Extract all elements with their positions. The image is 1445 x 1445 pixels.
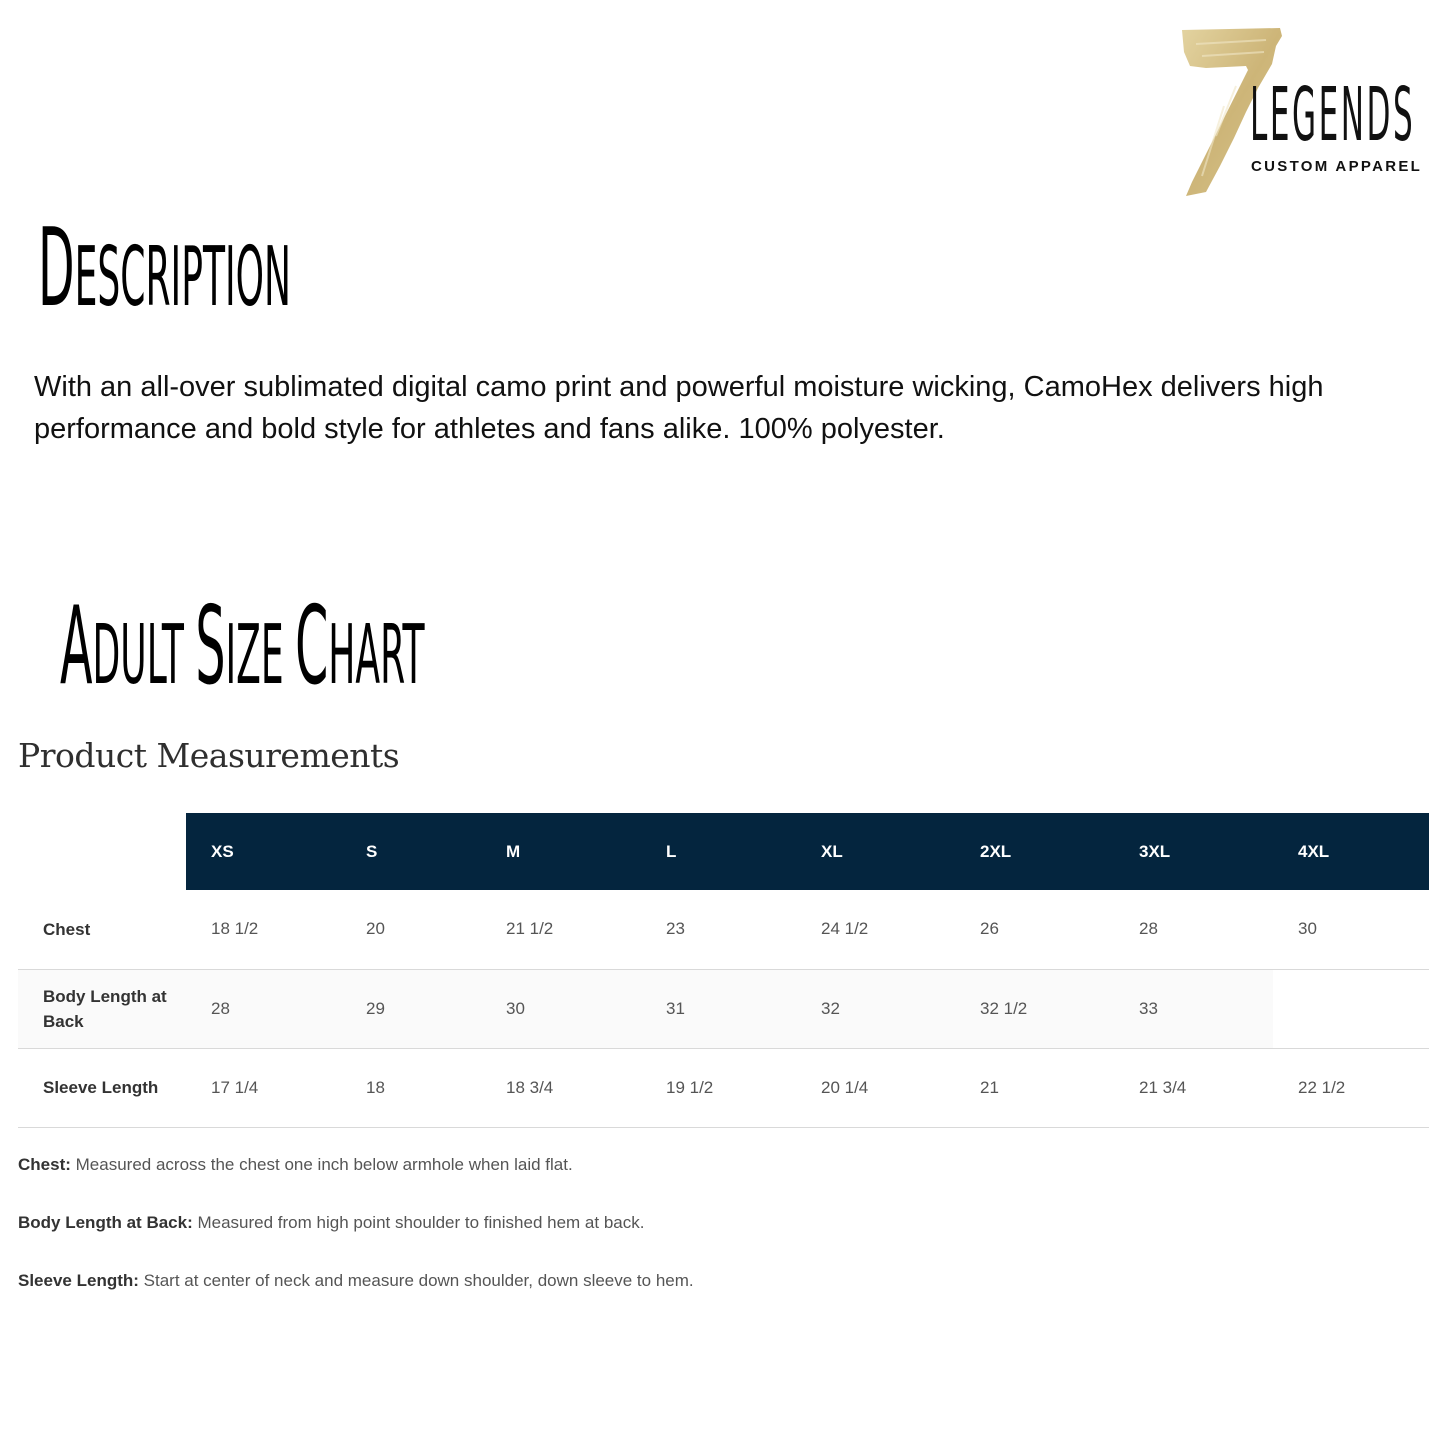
size-header: 4XL [1273, 813, 1429, 890]
table-cell: 26 [980, 919, 999, 939]
table-cell: 18 1/2 [211, 919, 259, 939]
size-header: 3XL [1114, 813, 1273, 890]
size-header: L [641, 813, 796, 890]
size-chart-heading: ADULT SIZE CHART [60, 584, 425, 709]
note-text: Start at center of neck and measure down shoulder, down sleeve to hem. [138, 1271, 694, 1290]
size-header: XL [796, 813, 955, 890]
size-header: S [341, 813, 481, 890]
table-cell: 20 [366, 919, 385, 939]
table-cell: 23 [666, 919, 685, 939]
table-row-body-length [18, 969, 1429, 1048]
table-cell: 20 1/4 [821, 1077, 869, 1097]
table-cell: 22 1/2 [1298, 1077, 1346, 1097]
row-label: Sleeve Length [43, 1078, 159, 1097]
note-body-length [18, 1211, 694, 1269]
size-chart-table [18, 813, 1429, 1128]
table-cell: 21 1/2 [506, 919, 554, 939]
table-cell: 21 3/4 [1139, 1077, 1187, 1097]
brand-tagline: CUSTOM APPAREL [1251, 158, 1423, 175]
table-cell: 30 [1298, 919, 1317, 939]
table-cell: 21 [980, 1077, 999, 1097]
brand-logo [1176, 26, 1426, 198]
table-cell: 28 [186, 969, 341, 1048]
table-cell: 32 [796, 969, 955, 1048]
note-sleeve-length [18, 1269, 694, 1327]
row-label: Chest [43, 919, 91, 939]
note-text: Measured from high point shoulder to finished hem at back. [192, 1213, 645, 1232]
table-cell: 18 3/4 [506, 1077, 554, 1097]
product-measurements-title: Product Measurements [18, 736, 400, 775]
table-cell: 24 1/2 [821, 919, 869, 939]
table-cell: 32 1/2 [955, 969, 1114, 1048]
description-text: With an all-over sublimated digital camo print and powerful moisture wicking, CamoHex delivers high performance and bold style for athletes and fans alike. 100% polyester. [34, 371, 1324, 445]
note-term: Body Length at Back: [18, 1213, 193, 1232]
table-cell: 17 1/4 [211, 1077, 259, 1097]
note-term: Sleeve Length: [18, 1271, 139, 1290]
table-cell: 19 1/2 [666, 1077, 714, 1097]
brand-wordmark: LEGENDS [1250, 72, 1416, 158]
header-corner [18, 813, 186, 890]
table-cell: 30 [481, 969, 641, 1048]
measurement-notes [18, 1153, 694, 1327]
note-term: Chest: [18, 1155, 71, 1174]
table-row-sleeve-length [18, 1048, 1429, 1127]
table-cell: 28 [1139, 919, 1158, 939]
table-row-chest [18, 890, 1429, 969]
note-text: Measured across the chest one inch below armhole when laid flat. [70, 1155, 573, 1174]
size-header: M [481, 813, 641, 890]
table-cell: 18 [366, 1077, 385, 1097]
row-label: Body Length at Back [18, 969, 186, 1048]
size-header: XS [186, 813, 341, 890]
size-header: 2XL [955, 813, 1114, 890]
note-chest [18, 1153, 694, 1211]
table-cell: 33 [1114, 969, 1273, 1048]
description-heading: DESCRIPTION [38, 206, 292, 331]
table-cell: 29 [341, 969, 481, 1048]
size-header-row [18, 813, 1429, 890]
table-cell-empty [1273, 969, 1429, 1048]
table-cell: 31 [641, 969, 796, 1048]
